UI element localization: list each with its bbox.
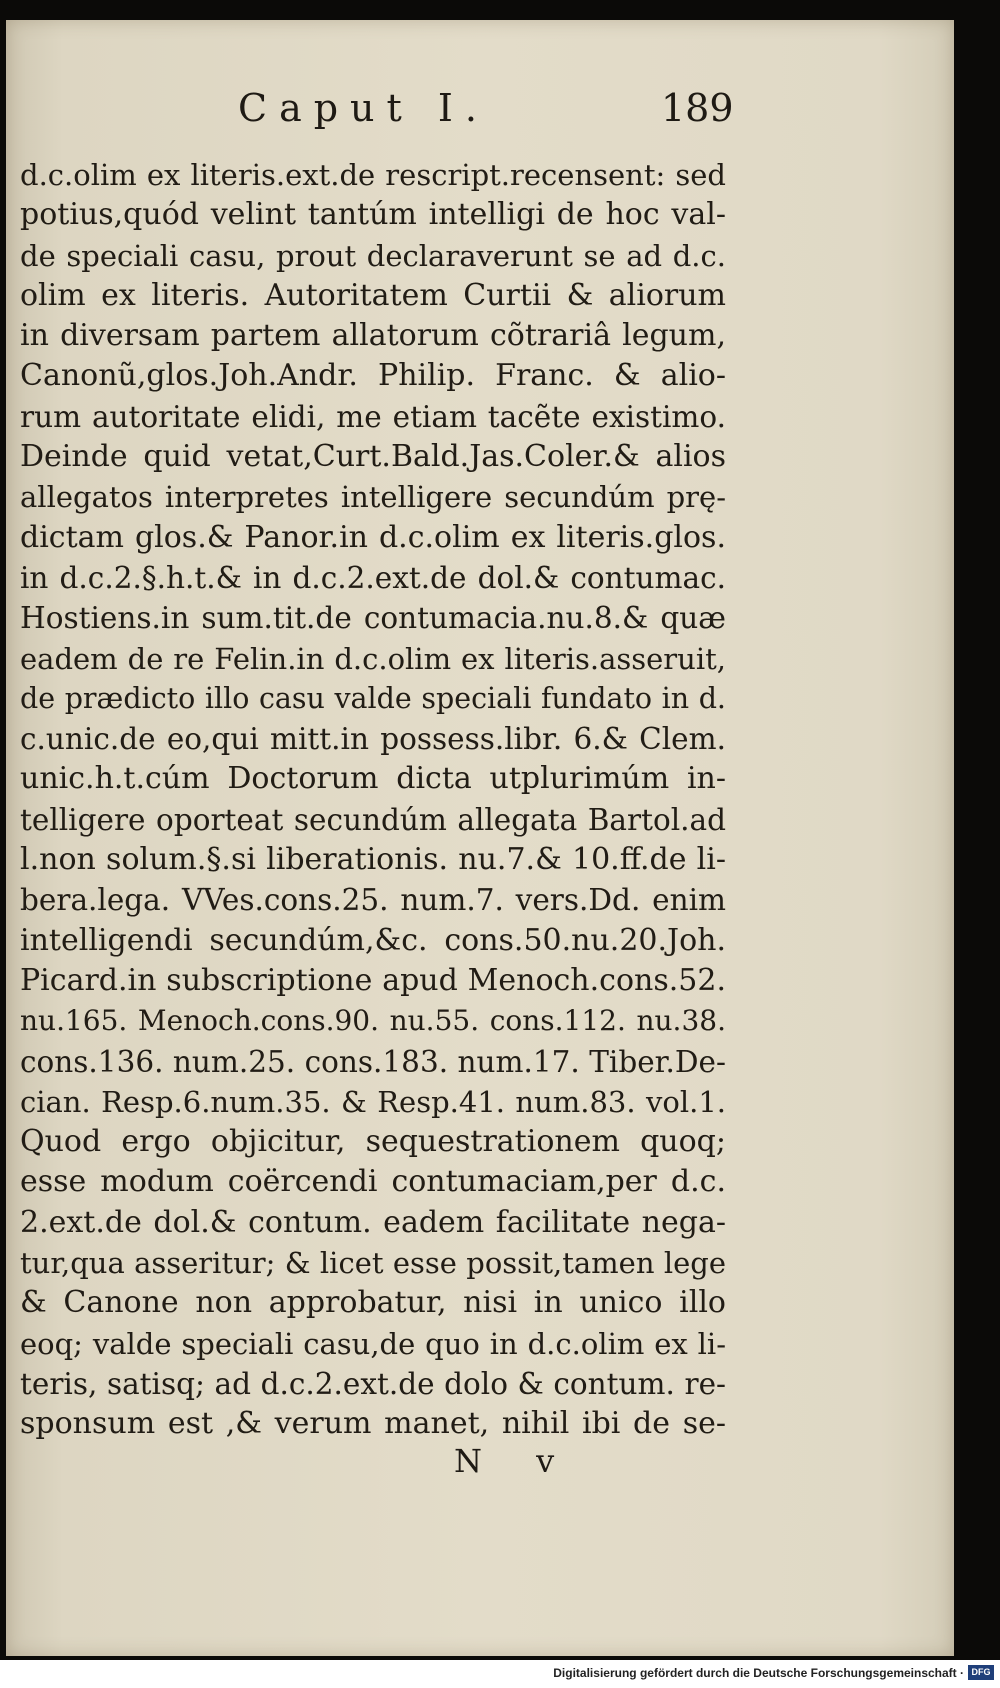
text-line: intelligendi secundúm,&c. cons.50.nu.20.Joh. xyxy=(20,922,726,958)
text-line: telligere oporteat secundúm allegata Bartol.ad xyxy=(20,802,726,837)
text-line: nu.165. Menoch.cons.90. nu.55. cons.112. nu.38. xyxy=(20,1004,726,1038)
footer-strip xyxy=(0,1660,1000,1688)
text-line: Canonũ,glos.Joh.Andr. Philip. Franc. & alio- xyxy=(20,358,726,394)
text-line: & Canone non approbatur, nisi in unico illo xyxy=(20,1285,726,1321)
page-number: 189 xyxy=(661,86,734,130)
text-line: olim ex literis. Autoritatem Curtii & aliorum xyxy=(20,277,726,313)
text-line: in diversam partem allatorum cõtrariâ legum, xyxy=(20,318,726,354)
footer-credit: Digitalisierung gefördert durch die Deutsche Forschungsgemeinschaft · xyxy=(553,1666,964,1680)
text-line: rum autoritate elidi, me etiam tacẽte existimo. xyxy=(20,399,726,434)
signature-mark: N v xyxy=(454,1442,577,1480)
text-line: Quod ergo objicitur, sequestrationem quoq; xyxy=(20,1124,726,1160)
text-line: cian. Resp.6.num.35. & Resp.41. num.83. vol.1. xyxy=(20,1084,726,1119)
text-line: allegatos interpretes intelligere secundúm prę- xyxy=(20,480,726,515)
text-line: dictam glos.& Panor.in d.c.olim ex literis.glos. xyxy=(20,519,726,555)
text-line: 2.ext.de dol.& contum. eadem facilitate nega- xyxy=(20,1204,726,1240)
text-line: c.unic.de eo,qui mitt.in possess.libr. 6.& Clem. xyxy=(20,722,726,757)
text-line: unic.h.t.cúm Doctorum dicta utplurimúm in- xyxy=(20,761,726,797)
text-line: eadem de re Felin.in d.c.olim ex literis.asseruit, xyxy=(20,641,726,676)
text-line: in d.c.2.§.h.t.& in d.c.2.ext.de dol.& contumac. xyxy=(20,560,726,595)
text-line: teris, satisq; ad d.c.2.ext.de dolo & contum. re- xyxy=(20,1366,726,1401)
text-line: Deinde quid vetat,Curt.Bald.Jas.Coler.& alios xyxy=(20,439,726,475)
page-header xyxy=(6,86,954,146)
book-page xyxy=(6,20,954,1656)
text-line: de prædicto illo casu valde speciali fundato in d. xyxy=(20,681,726,715)
text-line: l.non solum.§.si liberationis. nu.7.& 10.ff.de li- xyxy=(20,842,726,878)
text-line: tur,qua asseritur; & licet esse possit,tamen lege xyxy=(20,1246,726,1281)
text-line: de speciali casu, prout declaraverunt se ad d.c. xyxy=(20,238,726,273)
dfg-logo-icon: DFG xyxy=(968,1665,994,1680)
text-line: sponsum est ,& verum manet, nihil ibi de se- xyxy=(20,1406,726,1442)
text-line: d.c.olim ex literis.ext.de rescript.recensent: sed xyxy=(20,158,726,192)
text-line: Picard.in subscriptione apud Menoch.cons.52. xyxy=(20,962,726,998)
text-line: potius,quód velint tantúm intelligi de hoc val- xyxy=(20,197,726,233)
text-line: eoq; valde speciali casu,de quo in d.c.olim ex li- xyxy=(20,1326,726,1361)
text-line: Hostiens.in sum.tit.de contumacia.nu.8.& quæ xyxy=(20,601,726,636)
text-line: bera.lega. VVes.cons.25. num.7. vers.Dd. enim xyxy=(20,883,726,918)
text-line: cons.136. num.25. cons.183. num.17. Tiber.De- xyxy=(20,1044,726,1079)
body-text xyxy=(20,155,726,1445)
running-title: Caput I. xyxy=(238,86,489,130)
text-line: esse modum coërcendi contumaciam,per d.c. xyxy=(20,1164,726,1200)
